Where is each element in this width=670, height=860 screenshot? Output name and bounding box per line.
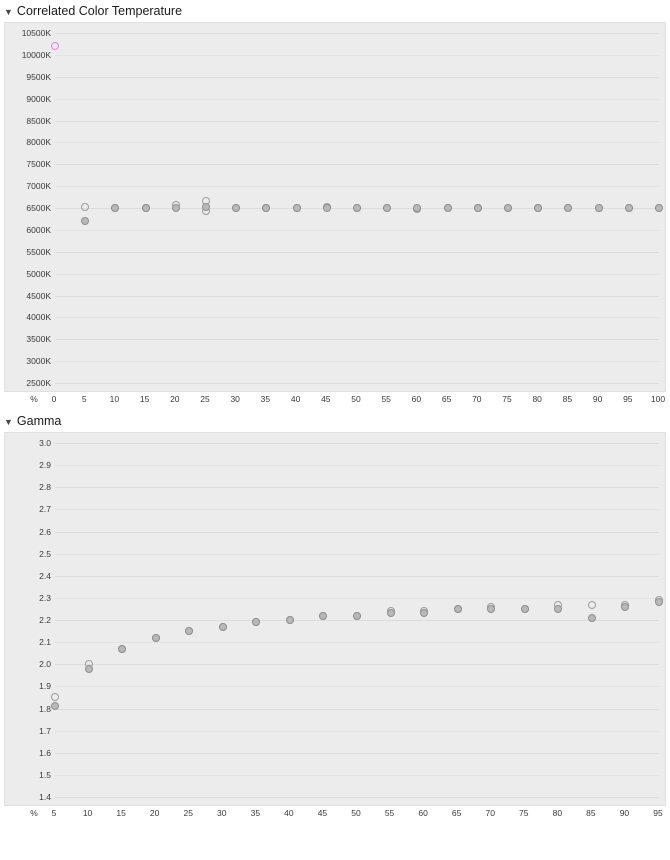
x-axis-tick-label: 70 [472, 394, 482, 404]
section-title-gamma: Gamma [16, 414, 62, 428]
x-axis-tick-label: 35 [260, 394, 271, 404]
gridline [55, 797, 659, 798]
y-axis-tick-label: 7000K [26, 181, 51, 192]
gridline [55, 509, 659, 510]
data-point [85, 665, 93, 673]
y-axis-tick-label: 10000K [21, 49, 51, 60]
y-axis-tick-label: 4000K [26, 312, 51, 323]
gridline [55, 164, 659, 165]
data-point [111, 204, 119, 212]
x-axis-unit-gamma: % [30, 808, 38, 818]
y-axis-tick-label: 5500K [26, 246, 51, 257]
data-point [118, 645, 126, 653]
y-axis-tick-label: 1.5 [39, 769, 51, 780]
data-point [655, 598, 663, 606]
x-axis-tick-label: 0 [51, 394, 57, 404]
gridline [55, 252, 659, 253]
data-point [521, 605, 529, 613]
y-axis-tick-label: 2.5 [39, 548, 51, 559]
y-axis-tick-label: 5000K [26, 268, 51, 279]
gridline [55, 121, 659, 122]
y-axis-tick-label: 9000K [26, 93, 51, 104]
x-axis-tick-label: 15 [139, 394, 150, 404]
data-point [588, 614, 596, 622]
x-axis-tick-label: 45 [321, 394, 331, 404]
y-axis-tick-label: 8500K [26, 115, 51, 126]
data-point [504, 204, 512, 212]
plot-area-cct [5, 23, 665, 391]
data-point [81, 203, 89, 211]
y-axis-tick-label: 2.3 [39, 592, 51, 603]
x-axis-tick-label: 10 [109, 394, 120, 404]
data-point [319, 612, 327, 620]
x-axis-tick-label: 100 [650, 394, 666, 404]
data-point [625, 204, 633, 212]
x-axis-tick-label: 35 [250, 808, 261, 818]
data-point [413, 204, 421, 212]
x-axis-tick-label: 90 [592, 394, 603, 404]
gridline [55, 532, 659, 533]
data-point [554, 605, 562, 613]
gridline [55, 465, 659, 466]
x-axis-tick-label: 85 [586, 808, 596, 818]
data-point [353, 612, 361, 620]
y-axis-tick-label: 9500K [26, 71, 51, 82]
y-axis-tick-label: 6500K [26, 203, 51, 213]
data-point [534, 204, 542, 212]
y-axis-tick-label: 2500K [26, 378, 51, 388]
x-axis-tick-label: 70 [485, 808, 495, 818]
y-axis-tick-label: 2.0 [39, 659, 51, 670]
y-axis-tick-label: 10500K [21, 28, 51, 38]
gridline [55, 642, 659, 643]
section-title-cct: Correlated Color Temperature [16, 4, 183, 18]
chart-gamma [4, 432, 666, 806]
data-point [564, 204, 572, 212]
x-axis-tick-label: 75 [502, 394, 512, 404]
x-axis-tick-label: 65 [441, 394, 452, 404]
data-point [454, 605, 462, 613]
y-axis-tick-label: 2.2 [39, 615, 51, 625]
y-axis-tick-label: 3.0 [39, 438, 51, 448]
gridline [55, 77, 659, 78]
data-point [252, 618, 260, 626]
y-axis-tick-label: 6000K [26, 224, 51, 235]
gridline [55, 775, 659, 776]
gridline [55, 99, 659, 100]
section-cct [0, 0, 670, 408]
x-axis-tick-label: 25 [183, 808, 193, 818]
x-axis-tick-label: 55 [381, 394, 391, 404]
gridline [55, 274, 659, 275]
data-point [387, 609, 395, 617]
gridline [55, 487, 659, 488]
x-axis-tick-label: 20 [170, 394, 180, 404]
plot-area-gamma [5, 433, 665, 805]
section-header-cct[interactable] [0, 0, 670, 22]
x-axis-tick-label: 5 [81, 394, 87, 404]
x-axis-gamma [4, 806, 666, 822]
chevron-down-icon[interactable]: ▼ [4, 416, 13, 427]
y-axis-tick-label: 2.1 [39, 637, 51, 648]
x-axis-tick-label: 80 [552, 808, 563, 818]
data-point [353, 204, 361, 212]
y-axis-tick-label: 3000K [26, 356, 51, 367]
gridline [55, 33, 659, 34]
gridline [55, 709, 659, 710]
x-axis-tick-label: 65 [451, 808, 462, 818]
x-axis-tick-label: 90 [619, 808, 630, 818]
chart-correlated-color-temperature [4, 22, 666, 392]
y-axis-tick-label: 1.6 [39, 747, 51, 758]
y-axis-tick-label: 3500K [26, 334, 51, 345]
data-point [262, 204, 270, 212]
x-axis-tick-label: 15 [116, 808, 126, 818]
y-axis-tick-label: 1.7 [39, 725, 51, 736]
data-point [293, 204, 301, 212]
data-point [185, 627, 193, 635]
y-axis-tick-label: 2.8 [39, 482, 51, 493]
x-axis-tick-label: 40 [290, 394, 301, 404]
y-axis-tick-label: 7500K [26, 159, 51, 170]
data-point [474, 204, 482, 212]
data-point [286, 616, 294, 624]
y-axis-tick-label: 2.6 [39, 526, 51, 537]
y-axis-tick-label: 1.8 [39, 703, 51, 714]
x-axis-tick-label: 75 [519, 808, 529, 818]
x-axis-unit-cct: % [30, 394, 38, 404]
x-axis-tick-label: 50 [351, 394, 361, 404]
section-gamma [0, 410, 670, 822]
data-point [621, 603, 629, 611]
gridline [55, 383, 659, 384]
x-axis-tick-label: 80 [532, 394, 542, 404]
data-point [487, 605, 495, 613]
x-axis-tick-label: 30 [230, 394, 240, 404]
x-axis-tick-label: 30 [217, 808, 227, 818]
gridline [55, 186, 659, 187]
data-point [595, 204, 603, 212]
data-point [323, 204, 331, 212]
data-point [172, 204, 180, 212]
data-point [232, 204, 240, 212]
data-point [444, 204, 452, 212]
x-axis-cct [4, 392, 666, 408]
x-axis-tick-label: 95 [623, 394, 633, 404]
x-axis-tick-label: 25 [200, 394, 210, 404]
data-point [588, 601, 596, 609]
y-axis-tick-label: 2.7 [39, 504, 51, 515]
x-axis-tick-label: 10 [82, 808, 93, 818]
x-axis-tick-label: 50 [351, 808, 361, 818]
y-axis-tick-label: 4500K [26, 290, 51, 301]
data-point [51, 702, 59, 710]
y-axis-tick-label: 2.4 [39, 570, 51, 581]
gridline [55, 598, 659, 599]
gridline [55, 443, 659, 444]
x-axis-tick-label: 20 [149, 808, 160, 818]
gridline [55, 554, 659, 555]
data-point [219, 623, 227, 631]
x-axis-tick-label: 85 [562, 394, 573, 404]
gridline [55, 361, 659, 362]
data-point [202, 203, 210, 211]
gridline [55, 731, 659, 732]
x-axis-tick-label: 40 [284, 808, 294, 818]
data-point [81, 217, 89, 225]
y-axis-tick-label: 8000K [26, 137, 51, 148]
data-point [51, 693, 59, 701]
gridline [55, 620, 659, 621]
data-point [383, 204, 391, 212]
gridline [55, 576, 659, 577]
x-axis-tick-label: 5 [51, 808, 57, 818]
gridline [55, 142, 659, 143]
section-header-gamma[interactable] [0, 410, 670, 432]
x-axis-tick-label: 55 [384, 808, 395, 818]
gridline [55, 686, 659, 687]
chevron-down-icon[interactable]: ▼ [4, 6, 13, 17]
x-axis-tick-label: 95 [653, 808, 663, 818]
y-axis-tick-label: 1.4 [39, 792, 51, 802]
y-axis-tick-label: 2.9 [39, 460, 51, 471]
gridline [55, 317, 659, 318]
data-point [142, 204, 150, 212]
gridline [55, 55, 659, 56]
gridline [55, 339, 659, 340]
x-axis-tick-label: 60 [418, 808, 428, 818]
y-axis-tick-label: 1.9 [39, 681, 51, 692]
x-axis-tick-label: 45 [317, 808, 328, 818]
data-point [152, 634, 160, 642]
gridline [55, 664, 659, 665]
gridline [55, 296, 659, 297]
x-axis-tick-label: 60 [411, 394, 422, 404]
data-point [420, 609, 428, 617]
gridline [55, 753, 659, 754]
data-point [655, 204, 663, 212]
data-point [51, 42, 59, 50]
gridline [55, 230, 659, 231]
